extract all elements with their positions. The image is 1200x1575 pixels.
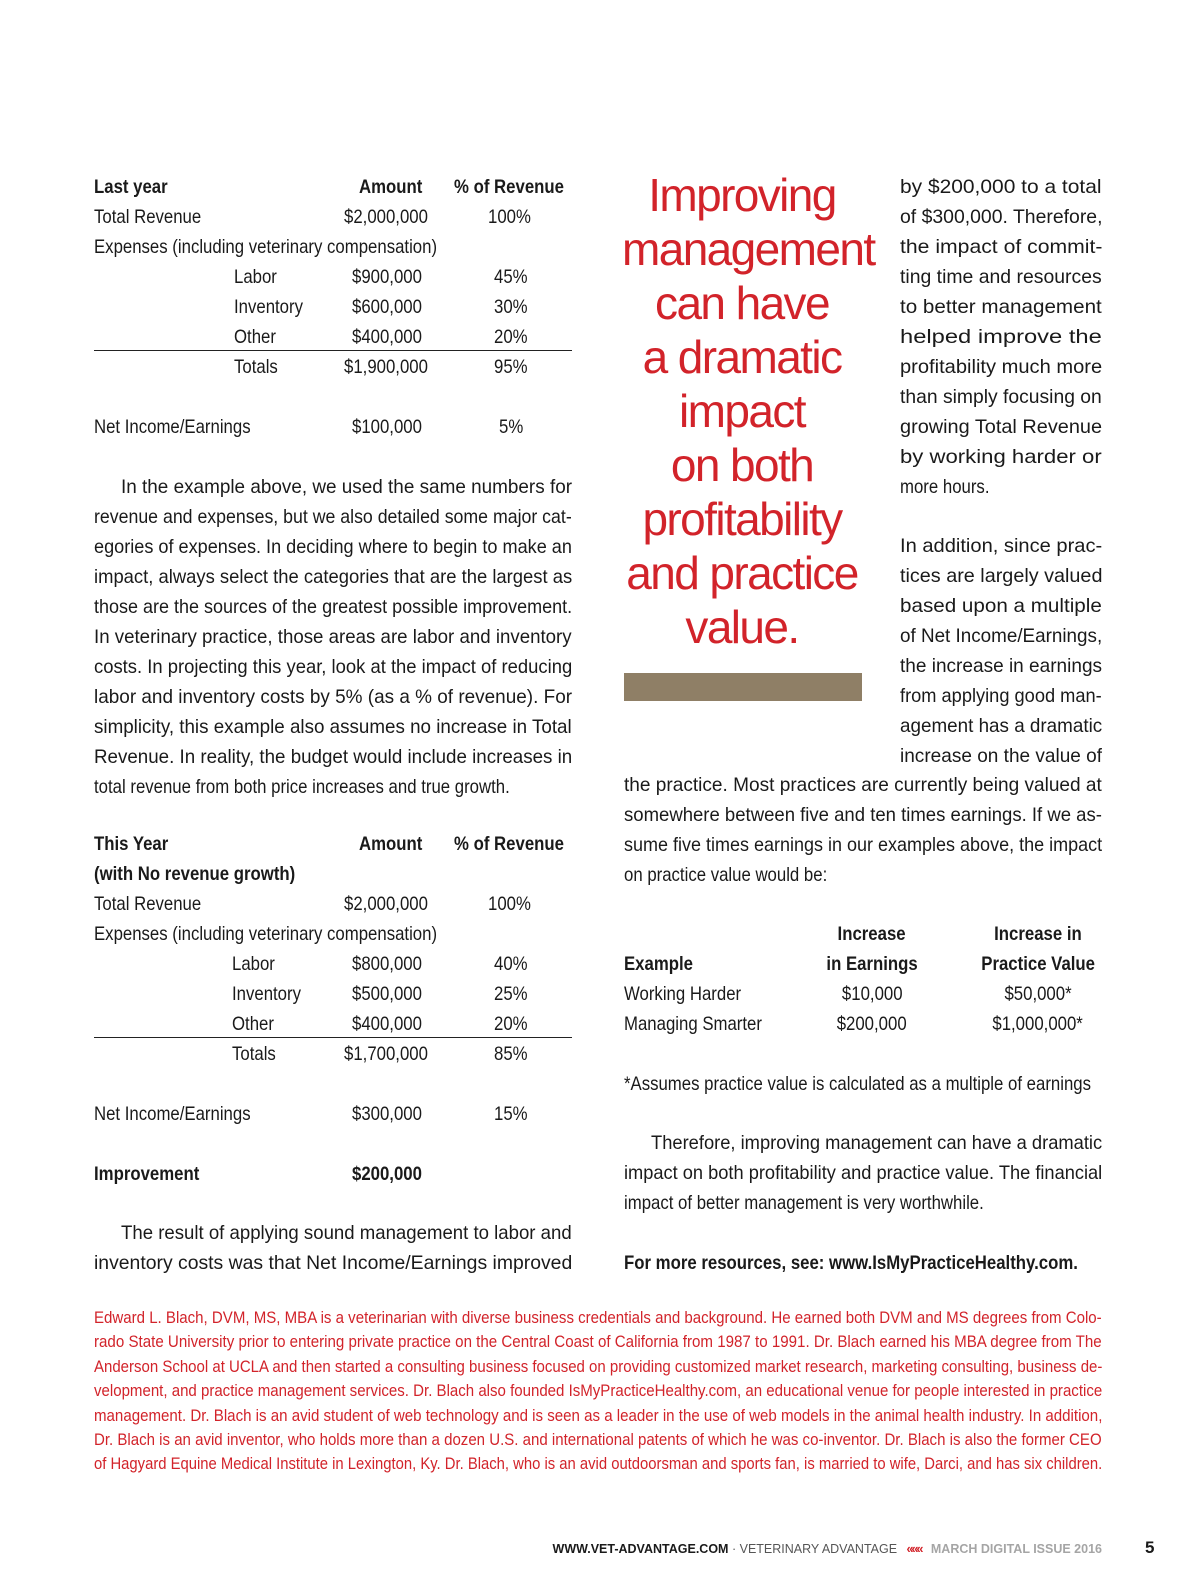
pull-quote-line: management bbox=[622, 223, 875, 275]
footer-magazine: VETERINARY ADVANTAGE bbox=[739, 1542, 898, 1556]
text-line: somewhere between five and ten times earnings. If we as- bbox=[624, 804, 1102, 826]
text-line: The result of applying sound management to labor and bbox=[121, 1222, 572, 1244]
table1-row-pct: 30% bbox=[494, 296, 528, 318]
page-number: 5 bbox=[1145, 1538, 1155, 1557]
text-line: Therefore, improving management can have a dramatic bbox=[651, 1132, 1102, 1154]
table2-net-label: Net Income/Earnings bbox=[94, 1103, 251, 1125]
text-line: In veterinary practice, those areas are labor and inventory bbox=[94, 626, 572, 648]
footer-separator: · bbox=[731, 1542, 737, 1556]
table2-row-pct: 25% bbox=[494, 983, 528, 1005]
table2-totals-label: Totals bbox=[232, 1043, 276, 1065]
table1-row-amount: $400,000 bbox=[352, 326, 422, 348]
text-line: revenue and expenses, but we also detailed some major cat- bbox=[94, 506, 572, 528]
table2-total-revenue-amount: $2,000,000 bbox=[344, 893, 428, 915]
bio-line: management. Dr. Blach is an avid student of web technology and is seen as a leader in the use of web models in the animal health industry. In addition, bbox=[94, 1405, 1102, 1425]
resources-link[interactable]: For more resources, see: www.IsMyPracticeHealthy.com. bbox=[624, 1252, 1078, 1274]
table2-row-pct: 20% bbox=[494, 1013, 528, 1035]
table2-improvement-amount: $200,000 bbox=[352, 1163, 422, 1185]
text-line: by working harder or bbox=[900, 446, 1102, 468]
table3-row-earnings: $10,000 bbox=[841, 983, 903, 1005]
table1-row-label: Labor bbox=[234, 266, 277, 288]
text-line: based upon a multiple bbox=[900, 595, 1102, 617]
text-line: than simply focusing on bbox=[900, 386, 1102, 408]
bio-line: rado State University prior to entering private practice on the Central Coast of California from 1987 to 1991. Dr. Blach earned his MBA degree from The bbox=[94, 1332, 1102, 1352]
pull-quote-line: on both bbox=[670, 439, 814, 491]
table1-total-revenue-pct: 100% bbox=[488, 206, 531, 228]
text-line: agement has a dramatic bbox=[900, 715, 1102, 737]
table1-totals-pct: 95% bbox=[494, 356, 528, 378]
footer-site-link[interactable]: WWW.VET-ADVANTAGE.COM bbox=[552, 1542, 729, 1556]
right-paragraph-2-narrow bbox=[900, 531, 1102, 771]
table1-header-pct: % of Revenue bbox=[454, 176, 564, 198]
table2-totals-amount: $1,700,000 bbox=[344, 1043, 428, 1065]
table2-row-amount: $400,000 bbox=[352, 1013, 422, 1035]
text-line: by $200,000 to a total bbox=[900, 176, 1102, 198]
table3-header-earnings-2: in Earnings bbox=[826, 953, 918, 975]
table2-row-pct: 40% bbox=[494, 953, 528, 975]
table3-header-value-2: Practice Value bbox=[981, 953, 1095, 975]
right-paragraph-1 bbox=[900, 172, 1102, 502]
body-paragraph-2 bbox=[94, 1218, 572, 1278]
table1-row-label: Other bbox=[234, 326, 276, 348]
text-line: Revenue. In reality, the budget would include increases in bbox=[94, 746, 572, 768]
table3-header-example: Example bbox=[624, 953, 693, 975]
table2-header-sublabel: (with No revenue growth) bbox=[94, 863, 296, 885]
text-line: on practice value would be: bbox=[624, 864, 828, 886]
table1-totals-amount: $1,900,000 bbox=[344, 356, 428, 378]
text-line: impact of better management is very worthwhile. bbox=[624, 1192, 984, 1214]
pull-quote-line: Improving bbox=[648, 169, 836, 221]
right-paragraph-2-wide bbox=[624, 770, 1102, 890]
pull-quote-line: a dramatic bbox=[642, 331, 842, 383]
right-paragraph-3 bbox=[624, 1128, 1102, 1218]
text-line: costs. In projecting this year, look at the impact of reducing bbox=[94, 656, 572, 678]
footer-issue: MARCH DIGITAL ISSUE 2016 bbox=[930, 1542, 1102, 1556]
table2-row-amount: $800,000 bbox=[352, 953, 422, 975]
table3-footnote: *Assumes practice value is calculated as a multiple of earnings bbox=[624, 1073, 1092, 1095]
text-line: to better management bbox=[900, 296, 1102, 318]
table1-row-pct: 20% bbox=[494, 326, 528, 348]
table1-total-revenue-amount: $2,000,000 bbox=[344, 206, 428, 228]
table1-row-amount: $600,000 bbox=[352, 296, 422, 318]
table1-expenses-label: Expenses (including veterinary compensation) bbox=[94, 236, 438, 258]
table1-net-pct: 5% bbox=[499, 416, 524, 438]
table3-row-example: Working Harder bbox=[624, 983, 742, 1005]
text-line: more hours. bbox=[900, 476, 990, 498]
pull-quote-line: impact bbox=[679, 385, 805, 437]
text-line: ting time and resources bbox=[900, 266, 1102, 288]
table1-totals-label: Totals bbox=[234, 356, 278, 378]
text-line: helped improve the bbox=[900, 326, 1102, 348]
table2-header-pct: % of Revenue bbox=[454, 833, 564, 855]
pull-quote-line: and practice bbox=[626, 547, 858, 599]
table2-improvement-label: Improvement bbox=[94, 1163, 200, 1185]
page-footer bbox=[553, 1541, 1102, 1557]
table1-row-label: Inventory bbox=[234, 296, 303, 318]
table1-row-pct: 45% bbox=[494, 266, 528, 288]
table3-row-example: Managing Smarter bbox=[624, 1013, 762, 1035]
text-line: the increase in earnings bbox=[900, 655, 1102, 677]
text-line: the impact of commit- bbox=[900, 236, 1102, 258]
bio-line: Edward L. Blach, DVM, MS, MBA is a veterinarian with diverse business credentials and background. He earned both DVM and MS degrees from Colo- bbox=[94, 1308, 1102, 1327]
table2-row-label: Other bbox=[232, 1013, 274, 1035]
text-line: increase on the value of bbox=[900, 745, 1102, 767]
text-line: of $300,000. Therefore, bbox=[900, 206, 1102, 228]
text-line: egories of expenses. In deciding where to begin to make an bbox=[94, 536, 572, 558]
text-line: In addition, since prac- bbox=[900, 535, 1102, 557]
table2-row-label: Inventory bbox=[232, 983, 301, 1005]
table2-header-amount: Amount bbox=[359, 833, 423, 855]
text-line: sume five times earnings in our examples above, the impact bbox=[624, 834, 1102, 856]
pull-quote-bar bbox=[624, 673, 862, 701]
table3-header-value: Increase in bbox=[994, 923, 1082, 945]
table1-total-revenue-label: Total Revenue bbox=[94, 206, 202, 228]
table2-totals-pct: 85% bbox=[494, 1043, 528, 1065]
text-line: inventory costs was that Net Income/Earnings improved bbox=[94, 1252, 572, 1274]
chevrons-left-icon: ««« bbox=[906, 1542, 922, 1556]
table2-total-revenue-pct: 100% bbox=[488, 893, 531, 915]
text-line: total revenue from both price increases and true growth. bbox=[94, 776, 510, 798]
pull-quote-line: can have bbox=[655, 277, 829, 329]
bio-line: of Hagyard Equine Medical Institute in Lexington, Ky. Dr. Blach, who is an avid outdoorsman and sports fan, is married to wife, Darci, and has six children. bbox=[94, 1454, 1102, 1474]
table2-row-amount: $500,000 bbox=[352, 983, 422, 1005]
text-line: the practice. Most practices are currently being valued at bbox=[624, 774, 1102, 796]
table2-net-amount: $300,000 bbox=[352, 1103, 422, 1125]
table2-net-pct: 15% bbox=[494, 1103, 528, 1125]
bio-line: Dr. Blach is an avid inventor, who holds more than a dozen U.S. and international patents of which he was co-inventor. Dr. Blach is also the former CEO bbox=[94, 1429, 1102, 1449]
text-line: impact on both profitability and practice value. The financial bbox=[624, 1162, 1102, 1184]
text-line: those are the sources of the greatest possible improvement. bbox=[94, 596, 572, 618]
table2-row-label: Labor bbox=[232, 953, 275, 975]
table3-row-value: $50,000* bbox=[1004, 983, 1072, 1005]
author-bio bbox=[94, 1306, 1102, 1477]
table1-row-amount: $900,000 bbox=[352, 266, 422, 288]
text-line: profitability much more bbox=[900, 356, 1102, 378]
table3-row-earnings: $200,000 bbox=[837, 1013, 907, 1035]
text-line: tices are largely valued bbox=[900, 565, 1102, 587]
table1-net-label: Net Income/Earnings bbox=[94, 416, 251, 438]
table1-header-label: Last year bbox=[94, 176, 168, 198]
text-line: In the example above, we used the same numbers for bbox=[121, 476, 572, 498]
table3-row-value: $1,000,000* bbox=[992, 1013, 1084, 1035]
text-line: labor and inventory costs by 5% (as a % of revenue). For bbox=[94, 686, 572, 708]
pull-quote-line: profitability bbox=[642, 493, 842, 545]
pull-quote bbox=[622, 168, 875, 654]
text-line: of Net Income/Earnings, bbox=[900, 625, 1102, 647]
bio-line: velopment, and practice management services. Dr. Blach also founded IsMyPracticeHealthy.com, an educational venue for people interested in practice bbox=[94, 1381, 1102, 1401]
pull-quote-line: value. bbox=[685, 601, 799, 653]
table2-expenses-label: Expenses (including veterinary compensation) bbox=[94, 923, 438, 945]
table2-divider bbox=[94, 1037, 572, 1038]
text-line: impact, always select the categories that are the largest as bbox=[94, 566, 572, 588]
table3-header-earnings: Increase bbox=[837, 923, 907, 945]
table2-total-revenue-label: Total Revenue bbox=[94, 893, 202, 915]
text-line: growing Total Revenue bbox=[900, 416, 1102, 438]
table2-header-label: This Year bbox=[94, 833, 169, 855]
text-line: simplicity, this example also assumes no increase in Total bbox=[94, 716, 572, 738]
body-paragraph-1 bbox=[94, 472, 572, 802]
table1-net-amount: $100,000 bbox=[352, 416, 422, 438]
table1-divider bbox=[94, 350, 572, 351]
table1-header-amount: Amount bbox=[359, 176, 423, 198]
bio-line: Anderson School at UCLA and then started a consulting business focused on providing customized market research, marketing consulting, business de- bbox=[94, 1356, 1102, 1376]
text-line: from applying good man- bbox=[900, 685, 1102, 707]
